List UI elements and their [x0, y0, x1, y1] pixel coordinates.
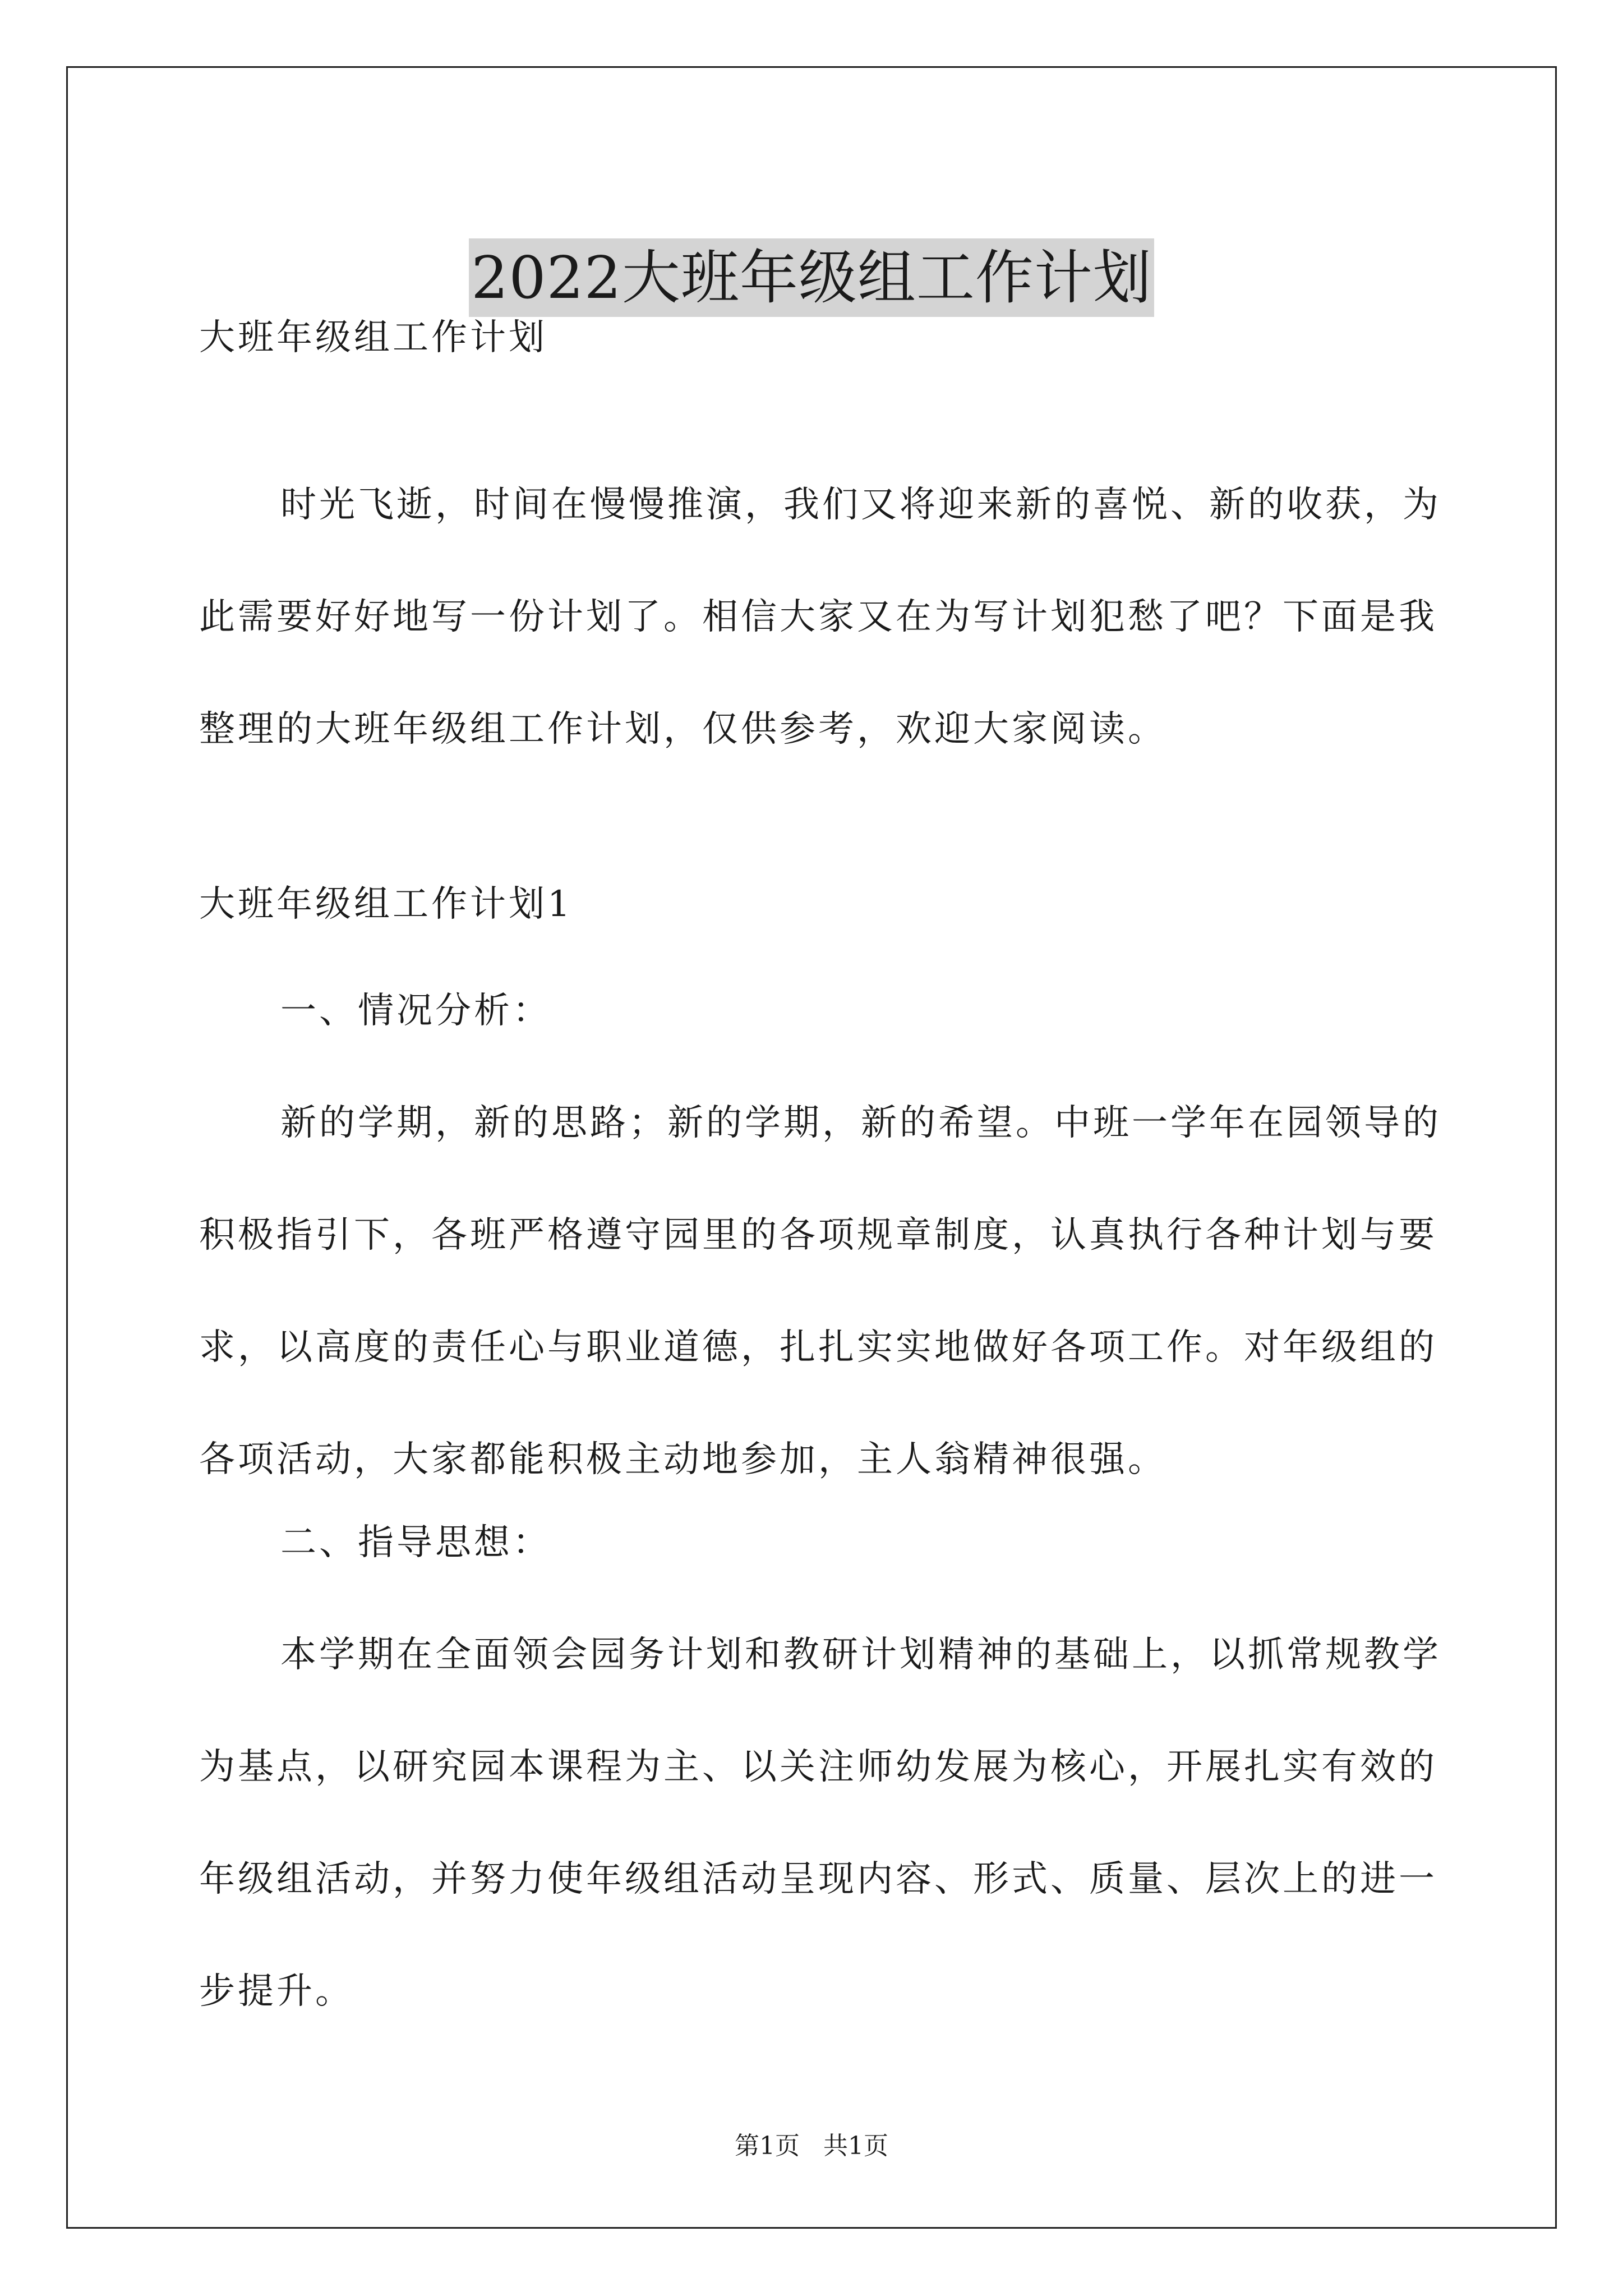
guiding-paragraph: 本学期在全面领会园务计划和教研计划精神的基础上，以抓常规教学为基点，以研究园本课程为主、以关注师幼发展为核心，开展扎实有效的年级组活动，并努力使年级组活动呈现内容、形式、质量、层次上的进一步提升。: [199, 1634, 1441, 2012]
section-title: 大班年级组工作计划1: [199, 884, 573, 925]
intro-paragraph: 时光飞逝，时间在慢慢推演，我们又将迎来新的喜悦、新的收获，为此需要好好地写一份计划了。相信大家又在为写计划犯愁了吧？下面是我整理的大班年级组工作计划，仅供参考，欢迎大家阅读。: [199, 484, 1441, 750]
heading-guiding-thought: 二、指导思想：: [280, 1522, 551, 1563]
situation-paragraph: 新的学期，新的思路；新的学期，新的希望。中班一学年在园领导的积极指引下，各班严格遵守园里的各项规章制度，认真执行各种计划与要求，以高度的责任心与职业道德，扎扎实实地做好各项工作。对年级组的各项活动，大家都能积极主动地参加，主人翁精神很强。: [199, 1102, 1441, 1480]
document-subtitle: 大班年级组工作计划: [199, 317, 547, 358]
document-title: 2022大班年级组工作计划: [469, 238, 1154, 317]
page-footer: 第1页 共1页: [735, 2132, 888, 2160]
heading-situation-analysis: 一、情况分析：: [280, 990, 551, 1032]
